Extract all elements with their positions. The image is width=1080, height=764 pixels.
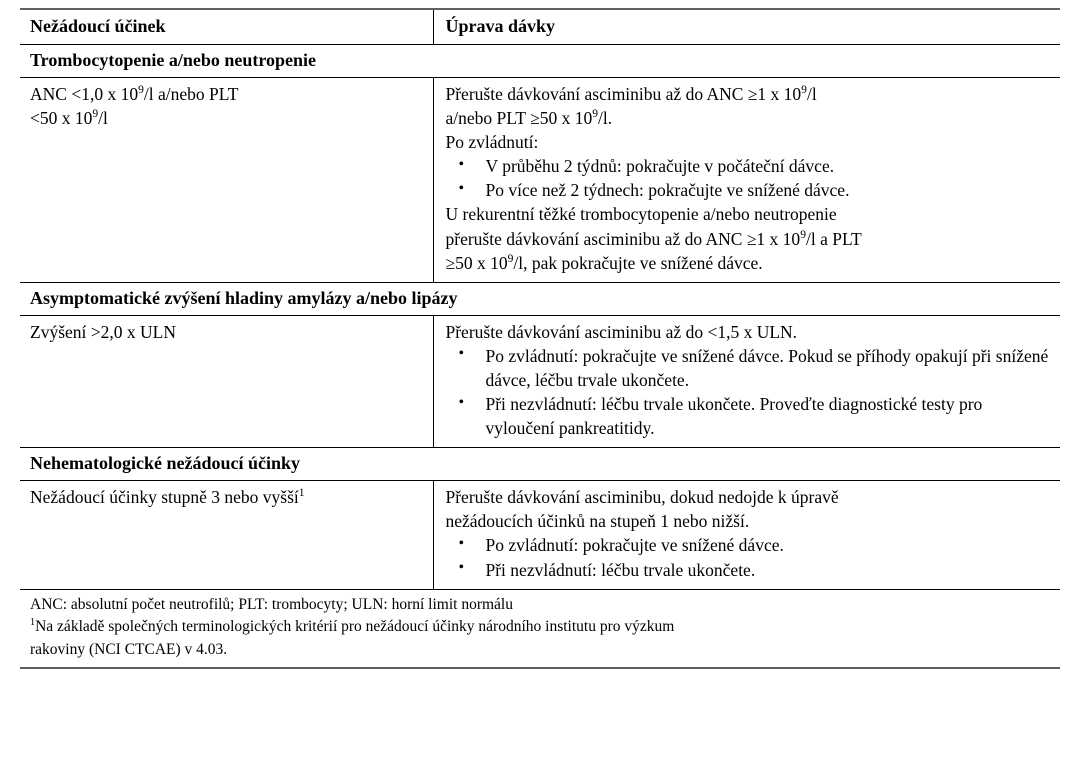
list-item: • Při nezvládnutí: léčbu trvale ukončete. — [446, 558, 1053, 582]
table-header-row — [20, 9, 1060, 44]
adj-tail-text-2b: /l a PLT — [805, 228, 862, 249]
footnote-note-line-1 — [30, 616, 1052, 638]
cell-adverse-effect-amylase-lipase — [20, 315, 433, 448]
adj-sup-2: 9 — [592, 107, 598, 120]
cell-dose-adjustment-thrombocytopenia — [433, 77, 1060, 282]
footnote-note-line-2: rakoviny (NCI CTCAE) v 4.03. — [30, 640, 228, 658]
ae-text-1b: /l a/nebo PLT — [143, 83, 239, 104]
ae-text-2a: <50 x 10 — [30, 107, 93, 128]
adjustment-bullet-list-nonhematologic — [446, 533, 1053, 581]
adj-text-1a: Přerušte dávkování asciminibu až do ANC ≥1 x 10 — [445, 83, 802, 104]
ae-sup-2: 9 — [92, 107, 99, 120]
cell-adverse-effect-thrombocytopenia — [20, 77, 433, 282]
table-header — [20, 9, 1060, 44]
section-header-row-amylase-lipase — [20, 282, 1060, 315]
adj-text-1b: /l — [806, 83, 817, 104]
section-header-row-nonhematologic — [20, 448, 1060, 481]
section-header-row-thrombocytopenia — [20, 44, 1060, 77]
adverse-effect-text — [30, 485, 425, 509]
cell-dose-adjustment-nonhematologic — [433, 481, 1060, 590]
adj-text-2b: /l. — [597, 107, 613, 128]
adj-tail-text-2a: přerušte dávkování asciminibu až do ANC ≥1 x 10 — [445, 228, 801, 249]
ae-text-1a: ANC <1,0 x 10 — [30, 83, 139, 104]
adjustment-tail-line-2 — [446, 227, 1053, 251]
adverse-effect-text: Zvýšení >2,0 x ULN — [30, 321, 176, 342]
adjustment-bullet-list-thrombocytopenia — [446, 154, 1053, 202]
adjustment-tail-line-1: U rekurentní těžké trombocytopenie a/nebo neutropenie — [445, 204, 837, 225]
list-item: • Po více než 2 týdnech: pokračujte ve snížené dávce. — [446, 178, 1053, 202]
ae-text-main: Nežádoucí účinky stupně 3 nebo vyšší — [30, 487, 299, 508]
footnote-note-text-1: Na základě společných terminologických kritérií pro nežádoucí účinky národního institutu pro výzkum — [35, 618, 675, 636]
adj-tail-text-3b: /l, pak pokračujte ve snížené dávce. — [513, 252, 763, 273]
adj-sup-1: 9 — [801, 83, 807, 96]
section-title-thrombocytopenia: Trombocytopenie a/nebo neutropenie — [20, 44, 1060, 77]
adj-tail-text-3a: ≥50 x 10 — [445, 252, 508, 273]
adverse-effect-line-1 — [30, 82, 425, 106]
table-footnotes — [20, 589, 1060, 668]
adjustment-line-1 — [446, 82, 1053, 106]
cell-adverse-effect-nonhematologic — [20, 481, 433, 590]
adj-tail-sup-3: 9 — [507, 252, 514, 265]
list-item: • Po zvládnutí: pokračujte ve snížené dávce. Pokud se příhody opakují při snížené dávce, léčbu trvale ukončete. — [446, 344, 1053, 392]
adjustment-line-2 — [446, 106, 1053, 130]
list-item: • V průběhu 2 týdnů: pokračujte v počáteční dávce. — [446, 154, 1053, 178]
adj-tail-sup-2: 9 — [800, 228, 806, 241]
cell-dose-adjustment-amylase-lipase — [433, 315, 1060, 448]
adjustment-line-3: Po zvládnutí: — [445, 131, 539, 152]
table-row-amylase-lipase — [20, 315, 1060, 448]
dose-adjustment-table — [20, 8, 1060, 669]
section-title-nonhematologic: Nehematologické nežádoucí účinky — [20, 448, 1060, 481]
column-header-dose-adjustment: Úprava dávky — [433, 9, 1060, 44]
adjustment-intro-line-2: nežádoucích účinků na stupeň 1 nebo nižší. — [445, 511, 750, 532]
footnote-marker: 1 — [30, 617, 36, 629]
ae-text-2b: /l — [98, 107, 108, 128]
table-body — [20, 44, 1060, 668]
ae-footnote-marker: 1 — [298, 487, 305, 500]
table-footnotes-row — [20, 589, 1060, 668]
adjustment-intro: Přerušte dávkování asciminibu až do <1,5 x ULN. — [445, 321, 798, 342]
ae-sup-1: 9 — [138, 83, 144, 96]
table-row-thrombocytopenia — [20, 77, 1060, 282]
list-item: • Při nezvládnutí: léčbu trvale ukončete. Proveďte diagnostické testy pro vyloučení pankreatitidy. — [446, 392, 1053, 440]
list-item: • Po zvládnutí: pokračujte ve snížené dávce. — [446, 533, 1053, 557]
table-row-nonhematologic — [20, 481, 1060, 590]
adj-text-2a: a/nebo PLT ≥50 x 10 — [445, 107, 593, 128]
section-title-amylase-lipase: Asymptomatické zvýšení hladiny amylázy a/nebo lipázy — [20, 282, 1060, 315]
adjustment-bullet-list-amylase-lipase — [446, 344, 1053, 441]
column-header-adverse-effect: Nežádoucí účinek — [20, 9, 433, 44]
footnote-abbreviations: ANC: absolutní počet neutrofilů; PLT: trombocyty; ULN: horní limit normálu — [30, 595, 513, 613]
adjustment-tail-line-3 — [446, 251, 1053, 275]
adverse-effect-line-2 — [30, 106, 425, 130]
adjustment-intro-line-1: Přerušte dávkování asciminibu, dokud nedojde k úpravě — [445, 487, 839, 508]
